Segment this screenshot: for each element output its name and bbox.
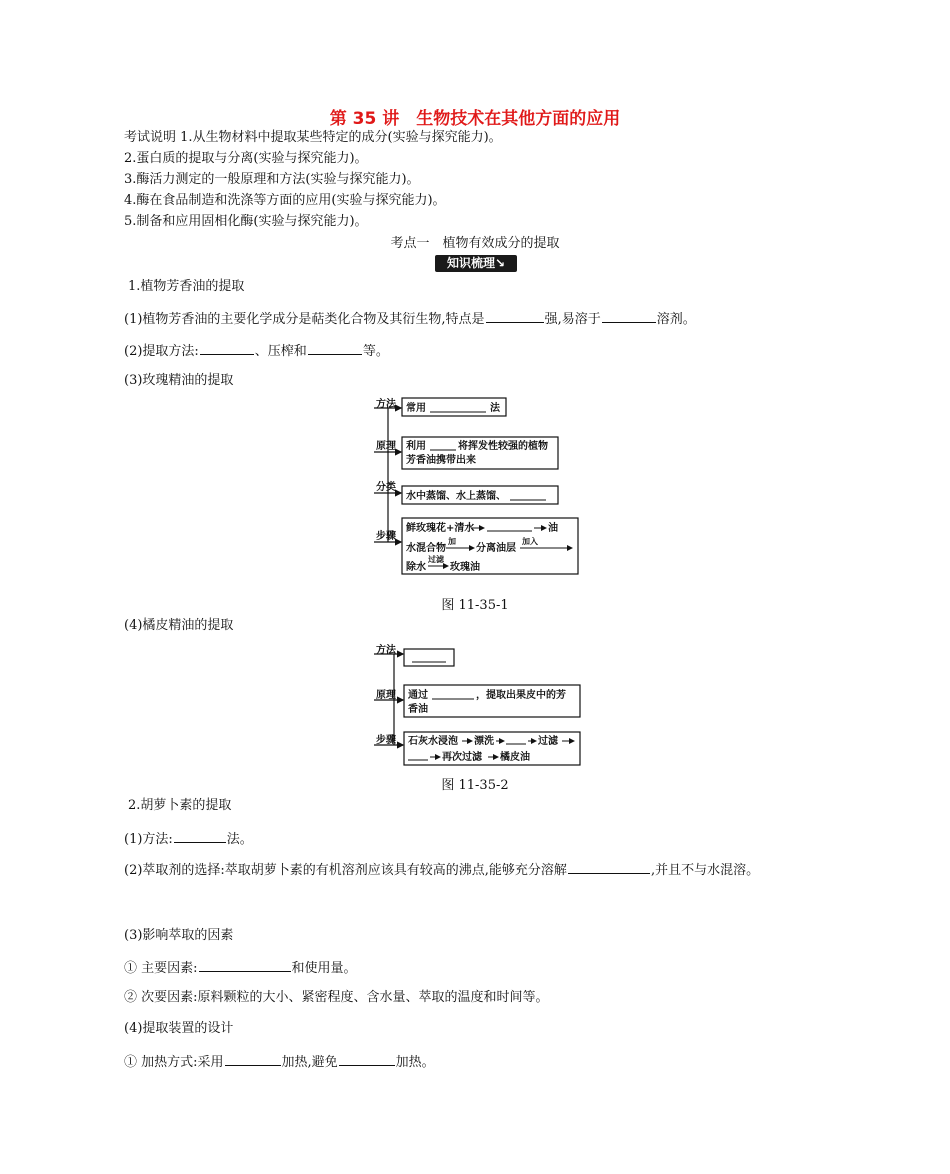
exam-note-3: 3.酶活力测定的一般原理和方法(实验与探究能力)。 [124, 172, 420, 187]
answer-blank[interactable] [339, 1052, 395, 1066]
principle-text-1b: 将挥发性较强的植物 [458, 441, 548, 452]
label-method: 方法 [376, 399, 396, 410]
label-steps: 步骤 [376, 531, 396, 542]
s1-heading: 1.植物芳香油的提取 [128, 279, 245, 294]
answer-blank[interactable] [174, 829, 226, 843]
s1-q2-text-a: (2)提取方法: [124, 344, 199, 359]
page-title: 第 35 讲 生物技术在其他方面的应用 [329, 109, 621, 129]
step1-c: 过滤 [538, 736, 558, 747]
s1-q1-text-a: (1)植物芳香油的主要化学成分是萜类化合物及其衍生物,特点是 [124, 312, 485, 327]
s2-q1 [124, 829, 253, 849]
s2-q3-1-text-b: 和使用量。 [291, 961, 357, 976]
s2-q2-text-b: ,并且不与水混溶。 [650, 863, 760, 878]
answer-blank[interactable] [308, 341, 362, 355]
answer-blank[interactable] [568, 860, 650, 874]
s2-q4-1-text-c: 加热。 [395, 1055, 435, 1070]
answer-blank[interactable] [199, 958, 291, 972]
s2-q1-text-a: (1)方法: [124, 832, 173, 847]
s2-q1-text-b: 法。 [226, 832, 253, 847]
step2-add2: 加入 [522, 537, 538, 546]
principle-text-1b: ，提取出果皮中的芳 [476, 690, 566, 701]
s2-q3: (3)影响萃取的因素 [124, 928, 234, 943]
s2-q4-1-text-b: 加热,避免 [281, 1055, 338, 1070]
principle-text-2: 芳香油携带出来 [406, 455, 476, 466]
answer-blank[interactable] [225, 1052, 281, 1066]
label-principle: 原理 [376, 690, 396, 701]
s2-q3-1 [124, 958, 357, 978]
s1-q3: (3)玫瑰精油的提取 [124, 373, 234, 388]
knowledge-badge: 知识梳理↘ [435, 255, 517, 272]
s1-q1 [124, 309, 696, 329]
s1-q2-text-c: 等。 [362, 344, 389, 359]
step1-b: 漂洗 [474, 736, 494, 747]
principle-text-1a: 通过 [408, 690, 428, 701]
classify-text: 水中蒸馏、水上蒸馏、 [406, 491, 506, 502]
s1-q2 [124, 341, 389, 361]
s2-q3-1-text-a: ① 主要因素: [124, 961, 198, 976]
s2-q4-1 [124, 1052, 435, 1072]
method-box [404, 649, 454, 666]
principle-text-1a: 利用 [406, 441, 426, 452]
step2-a: 再次过滤 [442, 752, 482, 763]
principle-text-2: 香油 [408, 704, 428, 715]
label-method: 方法 [376, 645, 396, 656]
step2-mid: 分离油层 [476, 543, 516, 554]
s2-q4-1-text-a: ① 加热方式:采用 [124, 1055, 224, 1070]
s1-q2-text-b: 、压榨和 [254, 344, 307, 359]
answer-blank[interactable] [200, 341, 254, 355]
s1-q1-text-c: 溶剂。 [656, 312, 696, 327]
s1-q4: (4)橘皮精油的提取 [124, 618, 234, 633]
s2-q4: (4)提取装置的设计 [124, 1021, 234, 1036]
step1-end: 油 [548, 523, 558, 534]
s2-q3-2: ② 次要因素:原料颗粒的大小、紧密程度、含水量、萃取的温度和时间等。 [124, 990, 549, 1005]
step2-text: 水混合物 [406, 543, 446, 554]
label-principle: 原理 [376, 441, 396, 452]
step3-text: 除水 [406, 562, 426, 573]
rose-oil-diagram [370, 396, 586, 580]
s2-q2 [124, 860, 759, 880]
exam-note-4: 4.酶在食品制造和洗涤等方面的应用(实验与探究能力)。 [124, 193, 446, 208]
figure1-caption: 图 11-35-1 [441, 598, 509, 613]
s1-q1-text-b: 强,易溶于 [544, 312, 601, 327]
answer-blank[interactable] [602, 309, 656, 323]
orange-oil-diagram [370, 643, 586, 771]
step1-text: 鲜玫瑰花+清水 [406, 523, 475, 534]
method-text-a: 常用 [406, 403, 426, 414]
section-heading: 考点一 植物有效成分的提取 [390, 236, 560, 251]
answer-blank[interactable] [486, 309, 544, 323]
exam-note-5: 5.制备和应用固相化酶(实验与探究能力)。 [124, 214, 368, 229]
exam-note-1: 考试说明 1.从生物材料中提取某些特定的成分(实验与探究能力)。 [124, 130, 502, 145]
step2-add1: 加 [448, 537, 456, 546]
step1-a: 石灰水浸泡 [408, 736, 458, 747]
step3-over: 过滤 [428, 555, 444, 564]
exam-note-2: 2.蛋白质的提取与分离(实验与探究能力)。 [124, 151, 368, 166]
step2-b: 橘皮油 [500, 752, 530, 763]
figure2-caption: 图 11-35-2 [441, 778, 509, 793]
method-text-b: 法 [490, 403, 500, 414]
step3-end: 玫瑰油 [450, 562, 480, 573]
label-classify: 分类 [376, 482, 396, 493]
label-steps: 步骤 [376, 735, 396, 746]
s2-q2-text-a: (2)萃取剂的选择:萃取胡萝卜素的有机溶剂应该具有较高的沸点,能够充分溶解 [124, 863, 567, 878]
s2-heading: 2.胡萝卜素的提取 [128, 798, 232, 813]
